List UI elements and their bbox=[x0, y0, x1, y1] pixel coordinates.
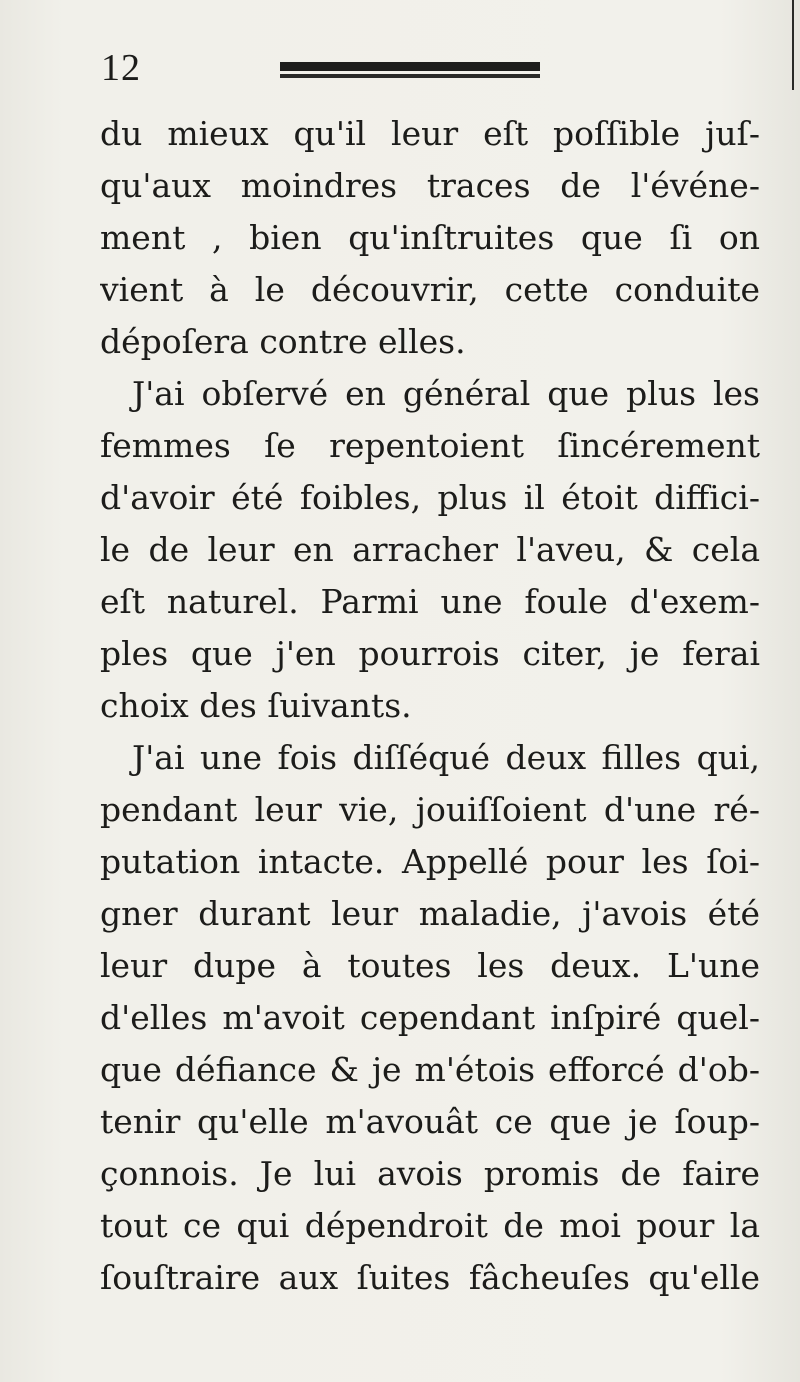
text-line: ment , bien qu'inſtruites que ſi on bbox=[100, 218, 760, 257]
text-line: pendant leur vie, jouiſſoient d'une ré- bbox=[100, 790, 760, 829]
body-text bbox=[100, 108, 760, 1304]
text-line: que défiance & je m'étois efforcé d'ob- bbox=[100, 1050, 760, 1089]
text-line: putation intacte. Appellé pour les ſoi- bbox=[100, 842, 760, 881]
text-line: d'elles m'avoit cependant inſpiré quel- bbox=[100, 998, 760, 1037]
ornament-thick-rule bbox=[280, 62, 540, 71]
text-line: choix des ſuivants. bbox=[100, 686, 412, 725]
text-line: çonnois. Je lui avois promis de faire bbox=[100, 1154, 760, 1193]
text-line: eſt naturel. Parmi une foule d'exem- bbox=[100, 582, 760, 621]
header-ornament bbox=[280, 62, 540, 78]
text-line: ples que j'en pourrois citer, je ferai bbox=[100, 634, 760, 673]
ornament-thin-rule bbox=[280, 74, 540, 78]
text-line: le de leur en arracher l'aveu, & cela bbox=[100, 530, 760, 569]
text-line: leur dupe à toutes les deux. L'une bbox=[100, 946, 760, 985]
text-line: J'ai obſervé en général que plus les bbox=[132, 374, 760, 413]
text-line: tenir qu'elle m'avouât ce que je ſoup- bbox=[100, 1102, 760, 1141]
text-line: dépoſera contre elles. bbox=[100, 322, 466, 361]
text-line: d'avoir été foibles, plus il étoit diffici- bbox=[100, 478, 760, 517]
text-line: qu'aux moindres traces de l'événe- bbox=[100, 166, 760, 205]
text-line: gner durant leur maladie, j'avois été bbox=[100, 894, 760, 933]
page-edge-line bbox=[792, 0, 794, 90]
text-line: tout ce qui dépendroit de moi pour la bbox=[100, 1206, 760, 1245]
text-line: J'ai une fois diſſéqué deux filles qui, bbox=[132, 738, 760, 777]
text-line: vient à le découvrir, cette conduite bbox=[100, 270, 760, 309]
text-line: ſouſtraire aux ſuites fâcheuſes qu'elle bbox=[100, 1258, 760, 1297]
text-line: du mieux qu'il leur eſt poſſible juſ- bbox=[100, 114, 760, 153]
page-number: 12 bbox=[101, 47, 141, 89]
text-line: femmes ſe repentoient ſincérement bbox=[100, 426, 760, 465]
